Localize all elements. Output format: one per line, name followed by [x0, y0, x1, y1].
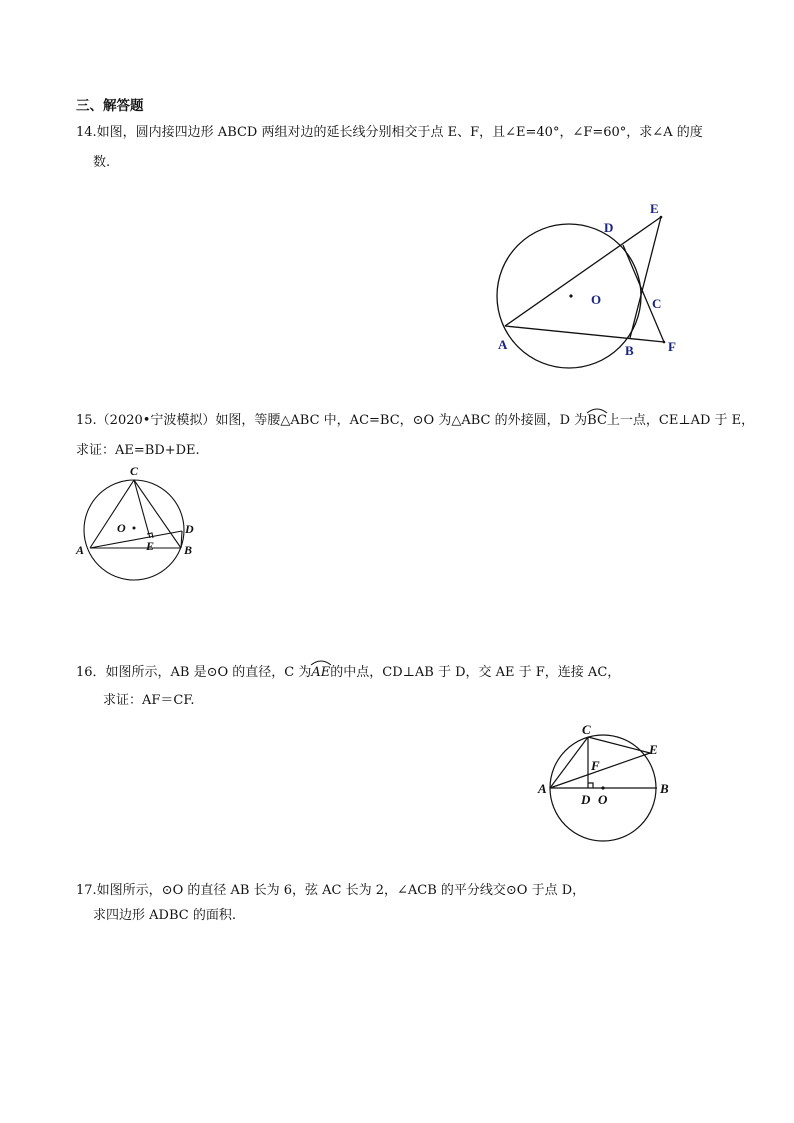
q14-label-D: D [604, 220, 614, 235]
q16-label-B: B [660, 781, 669, 796]
q16-right-angle-mark [588, 783, 593, 788]
q14-line-AF [505, 326, 664, 342]
q17-text-line2: 求四边形 ADBC 的面积. [93, 908, 236, 923]
q14-label-O: O [591, 292, 602, 307]
q16-label-E: E [649, 742, 658, 757]
q15-label-D: D [185, 522, 194, 536]
q16-text-line2: 求证：AF＝CF. [103, 693, 195, 708]
q15-label-B: B [184, 543, 193, 557]
q16-arc-mark [310, 658, 332, 666]
q14-label-C: C [652, 296, 662, 311]
q15-line-AD [90, 531, 182, 548]
q14-label-B: B [625, 343, 634, 358]
q15-figure [70, 460, 210, 590]
q16-arc-word [311, 664, 330, 682]
q14-figure [480, 195, 710, 375]
q15-line-CE [134, 480, 150, 538]
q15-text-a: 15.（2020•宁波模拟）如图，等腰△ABC 中，AC=BC，⊙O 为△ABC 的外接圆，D 为 [76, 413, 588, 428]
q16-line-CE [588, 737, 650, 753]
q15-text-line1 [76, 412, 754, 430]
q16-text-b: 的中点，CD⊥AB 于 D，交 AE 于 F，连接 AC， [330, 665, 621, 680]
q14-label-A: A [498, 337, 508, 352]
q15-center-dot [133, 527, 136, 530]
q14-label-E: E [650, 201, 659, 216]
q15-text-line2: 求证：AE=BD+DE. [76, 443, 200, 458]
section-title: 三、解答题 [76, 98, 144, 114]
q16-label-O: O [598, 792, 608, 807]
q16-label-F: F [591, 758, 600, 773]
q16-line-AE [550, 753, 650, 788]
q15-label-A: A [76, 543, 85, 557]
q16-center-dot [601, 786, 604, 789]
q16-figure [535, 718, 685, 848]
q16-arc-label: AE [311, 665, 331, 680]
q14-label-F: F [668, 339, 676, 354]
q16-line-AC [550, 737, 588, 788]
q16-label-A: A [538, 781, 547, 796]
q15-label-O: O [117, 521, 126, 535]
q15-arc-label: BC [587, 413, 607, 428]
q16-label-D: D [581, 792, 591, 807]
q15-text-b: 上一点，CE⊥AD 于 E， [606, 413, 755, 428]
q14-text-line2: 数. [93, 155, 111, 170]
q17-text-line1: 17.如图所示，⊙O 的直径 AB 长为 6，弦 AC 长为 2，∠ACB 的平分线交⊙O 于点 D， [76, 883, 586, 898]
q15-arc-word [587, 412, 607, 430]
q15-line-CA [90, 480, 134, 548]
q15-label-C: C [130, 464, 139, 478]
q15-arc-mark [586, 406, 608, 414]
q14-line-DF [623, 245, 664, 342]
q16-label-C: C [582, 722, 591, 737]
q16-text-a: 16．如图所示，AB 是⊙O 的直径，C 为 [76, 665, 312, 680]
q15-label-E: E [146, 539, 155, 553]
q14-text-line1: 14.如图，圆内接四边形 ABCD 两组对边的延长线分别相交于点 E、F，且∠E=40°，∠F=60°，求∠A 的度 [76, 125, 703, 140]
q14-center-dot [569, 294, 572, 297]
q16-text-line1 [76, 664, 620, 682]
q15-line-CB [134, 480, 181, 548]
